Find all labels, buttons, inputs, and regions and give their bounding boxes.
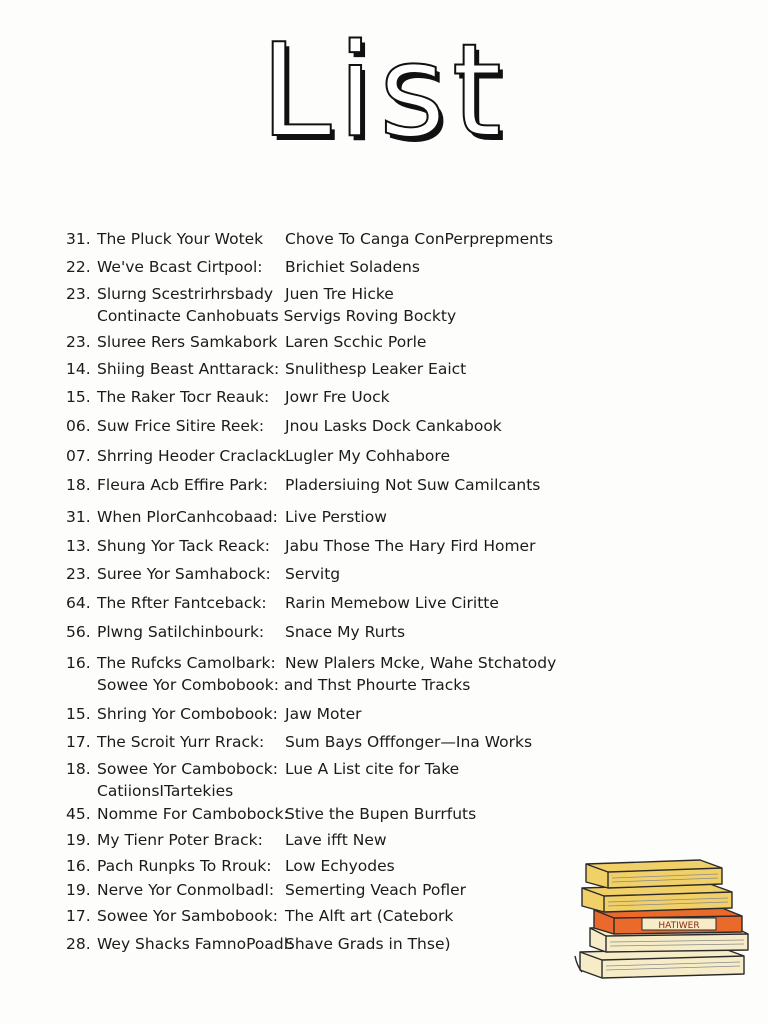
item-left: Shring Yor Combobook: <box>97 705 278 723</box>
item-number: 18. <box>66 760 91 778</box>
list-item <box>66 535 535 557</box>
item-left: The Rfter Fantceback: <box>97 594 267 612</box>
list-item <box>66 506 387 528</box>
item-number: 16. <box>66 654 91 672</box>
item-right: Rarin Memebow Live Ciritte <box>285 594 499 612</box>
item-left: Shrring Heoder Craclack <box>97 447 286 465</box>
list-item <box>66 445 450 467</box>
item-right: Jnou Lasks Dock Cankabook <box>285 417 502 435</box>
item-number: 18. <box>66 476 91 494</box>
list-item <box>66 905 453 927</box>
item-right: Jaw Moter <box>285 705 362 723</box>
list-item <box>66 731 532 753</box>
list-item <box>66 855 395 877</box>
item-right: Lugler My Cohhabore <box>285 447 450 465</box>
list-item <box>66 758 459 802</box>
list-item <box>66 358 466 380</box>
item-left: Plwng Satilchinbourk: <box>97 623 265 641</box>
item-continuation: Sowee Yor Combobook: and Thst Phourte Tracks <box>97 676 471 694</box>
item-number: 14. <box>66 360 91 378</box>
list-item <box>66 592 499 614</box>
item-right: Juen Tre Hicke <box>285 285 394 303</box>
item-number: 31. <box>66 508 91 526</box>
item-number: 06. <box>66 417 91 435</box>
item-number: 28. <box>66 935 91 953</box>
list-item <box>66 652 556 696</box>
item-number: 23. <box>66 285 91 303</box>
list-item <box>66 228 553 250</box>
list-item <box>66 803 476 825</box>
list-item <box>66 703 362 725</box>
item-left: Shiing Beast Anttarack: <box>97 360 280 378</box>
list-item <box>66 474 540 496</box>
item-right: Stive the Bupen Burrfuts <box>285 805 477 823</box>
item-right: Sum Bays Offfonger—Ina Works <box>285 733 533 751</box>
item-left: Slurng Scestrirhrsbady <box>97 285 274 303</box>
item-right: Semerting Veach Pofler <box>285 881 467 899</box>
item-left: My Tienr Poter Brack: <box>97 831 263 849</box>
list-item <box>66 386 390 408</box>
item-number: 56. <box>66 623 91 641</box>
item-right: Lave ifft New <box>285 831 387 849</box>
item-right: New Plalers Mcke, Wahe Stchatody <box>285 654 557 672</box>
item-right: The Alft art (Catebork <box>285 907 454 925</box>
item-right: Brichiet Soladens <box>285 258 420 276</box>
item-number: 15. <box>66 705 91 723</box>
item-left: The Rufcks Camolbark: <box>97 654 276 672</box>
item-left: Shung Yor Tack Reack: <box>97 537 270 555</box>
item-right: Chove To Canga ConPerprepments <box>285 230 554 248</box>
item-number: 19. <box>66 831 91 849</box>
item-left: When PlorCanhcobaad: <box>97 508 278 526</box>
item-number: 45. <box>66 805 91 823</box>
item-number: 16. <box>66 857 91 875</box>
item-left: Sluree Rers Samkabork <box>97 333 278 351</box>
item-number: 19. <box>66 881 91 899</box>
item-left: Wey Shacks FamnoPoadl: <box>97 935 294 953</box>
list-item <box>66 331 426 353</box>
item-continuation: Continacte Canhobuats Servigs Roving Bockty <box>97 307 457 325</box>
item-left: Sowee Yor Sambobook: <box>97 907 278 925</box>
item-right: Snulithesp Leaker Eaict <box>285 360 467 378</box>
item-right: Jabu Those The Hary Fird Homer <box>285 537 536 555</box>
item-left: Suw Frice Sitire Reek: <box>97 417 265 435</box>
item-left: The Pluck Your Wotek <box>97 230 264 248</box>
item-left: Nomme For Cambobock: <box>97 805 289 823</box>
item-left: The Scroit Yurr Rrack: <box>97 733 265 751</box>
item-right: Snace My Rurts <box>285 623 406 641</box>
item-right: Servitg <box>285 565 341 583</box>
item-left: Suree Yor Samhabock: <box>97 565 271 583</box>
item-number: 23. <box>66 565 91 583</box>
item-right: Live Perstiow <box>285 508 387 526</box>
book-label: HATIWER <box>658 921 700 931</box>
item-left: We've Bcast Cirtpool: <box>97 258 263 276</box>
item-right: Shave Grads in Thse) <box>285 935 451 953</box>
page-title: List <box>260 17 508 166</box>
list-item <box>66 256 420 278</box>
item-number: 22. <box>66 258 91 276</box>
item-number: 07. <box>66 447 91 465</box>
item-number: 13. <box>66 537 91 555</box>
list-item <box>66 933 451 955</box>
item-right: Low Echyodes <box>285 857 395 875</box>
item-continuation: CatiionsITartekies <box>97 782 234 800</box>
item-left: Nerve Yor Conmolbadl: <box>97 881 275 899</box>
book-stack-illustration <box>572 852 754 982</box>
item-right: Laren Scchic Porle <box>285 333 427 351</box>
item-number: 31. <box>66 230 91 248</box>
list-item <box>66 283 456 327</box>
list-item <box>66 829 387 851</box>
item-number: 15. <box>66 388 91 406</box>
list-item <box>66 621 405 643</box>
item-right: Pladersiuing Not Suw Camilcants <box>285 476 541 494</box>
list-item <box>66 415 502 437</box>
item-left: Fleura Acb Effire Park: <box>97 476 268 494</box>
item-left: The Raker Tocr Reauk: <box>97 388 270 406</box>
item-number: 64. <box>66 594 91 612</box>
list-item <box>66 879 466 901</box>
item-right: Jowr Fre Uock <box>285 388 390 406</box>
list-item <box>66 563 340 585</box>
item-right: Lue A List cite for Take <box>285 760 460 778</box>
item-number: 17. <box>66 907 91 925</box>
item-number: 17. <box>66 733 91 751</box>
item-number: 23. <box>66 333 91 351</box>
item-left: Sowee Yor Cambobock: <box>97 760 278 778</box>
item-left: Pach Runpks To Rrouk: <box>97 857 272 875</box>
